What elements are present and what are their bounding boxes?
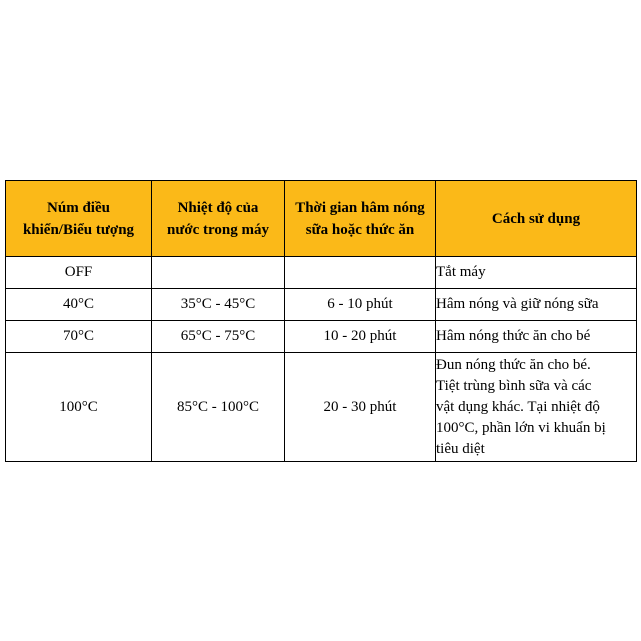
cell-knob: OFF xyxy=(6,257,152,289)
usage-line: Tắt máy xyxy=(436,264,486,280)
cell-temperature xyxy=(152,257,285,289)
header-heating-time xyxy=(285,181,436,257)
header-water-temperature xyxy=(152,181,285,257)
cell-knob: 40°C xyxy=(6,289,152,321)
cell-usage xyxy=(436,321,637,353)
cell-time: 20 - 30 phút xyxy=(285,353,436,462)
usage-line: Hâm nóng và giữ nóng sữa xyxy=(436,296,599,312)
usage-line: tiêu diệt xyxy=(436,440,485,457)
header-temp-line-2: nước trong máy xyxy=(166,221,270,238)
usage-line: 100°C, phần lớn vi khuẩn bị xyxy=(436,419,606,436)
table-row-off xyxy=(6,257,637,289)
usage-line: Đun nóng thức ăn cho bé. xyxy=(436,356,591,373)
cell-knob: 70°C xyxy=(6,321,152,353)
cell-knob: 100°C xyxy=(6,353,152,462)
header-time-line-1: Thời gian hâm nóng xyxy=(295,199,425,216)
header-usage xyxy=(436,181,637,257)
header-knob-line-2: khiển/Biểu tượng xyxy=(22,221,135,238)
usage-line: vật dụng khác. Tại nhiệt độ xyxy=(436,398,600,415)
usage-table xyxy=(5,180,637,462)
table-header-row xyxy=(6,181,637,257)
header-usage-label: Cách sử dụng xyxy=(491,210,581,227)
usage-line: Hâm nóng thức ăn cho bé xyxy=(436,328,591,344)
cell-time: 6 - 10 phút xyxy=(285,289,436,321)
header-knob xyxy=(6,181,152,257)
cell-usage xyxy=(436,353,637,462)
cell-temperature: 35°C - 45°C xyxy=(152,289,285,321)
cell-usage xyxy=(436,257,637,289)
cell-time: 10 - 20 phút xyxy=(285,321,436,353)
header-time-line-2: sữa hoặc thức ăn xyxy=(305,221,415,238)
cell-time xyxy=(285,257,436,289)
table-row-100 xyxy=(6,353,637,462)
table-row-70 xyxy=(6,321,637,353)
cell-temperature: 85°C - 100°C xyxy=(152,353,285,462)
header-knob-line-1: Núm điều xyxy=(47,199,110,216)
cell-temperature: 65°C - 75°C xyxy=(152,321,285,353)
table-row-40 xyxy=(6,289,637,321)
usage-line: Tiệt trùng bình sữa và các xyxy=(436,377,592,394)
header-temp-line-1: Nhiệt độ của xyxy=(177,199,259,216)
cell-usage xyxy=(436,289,637,321)
